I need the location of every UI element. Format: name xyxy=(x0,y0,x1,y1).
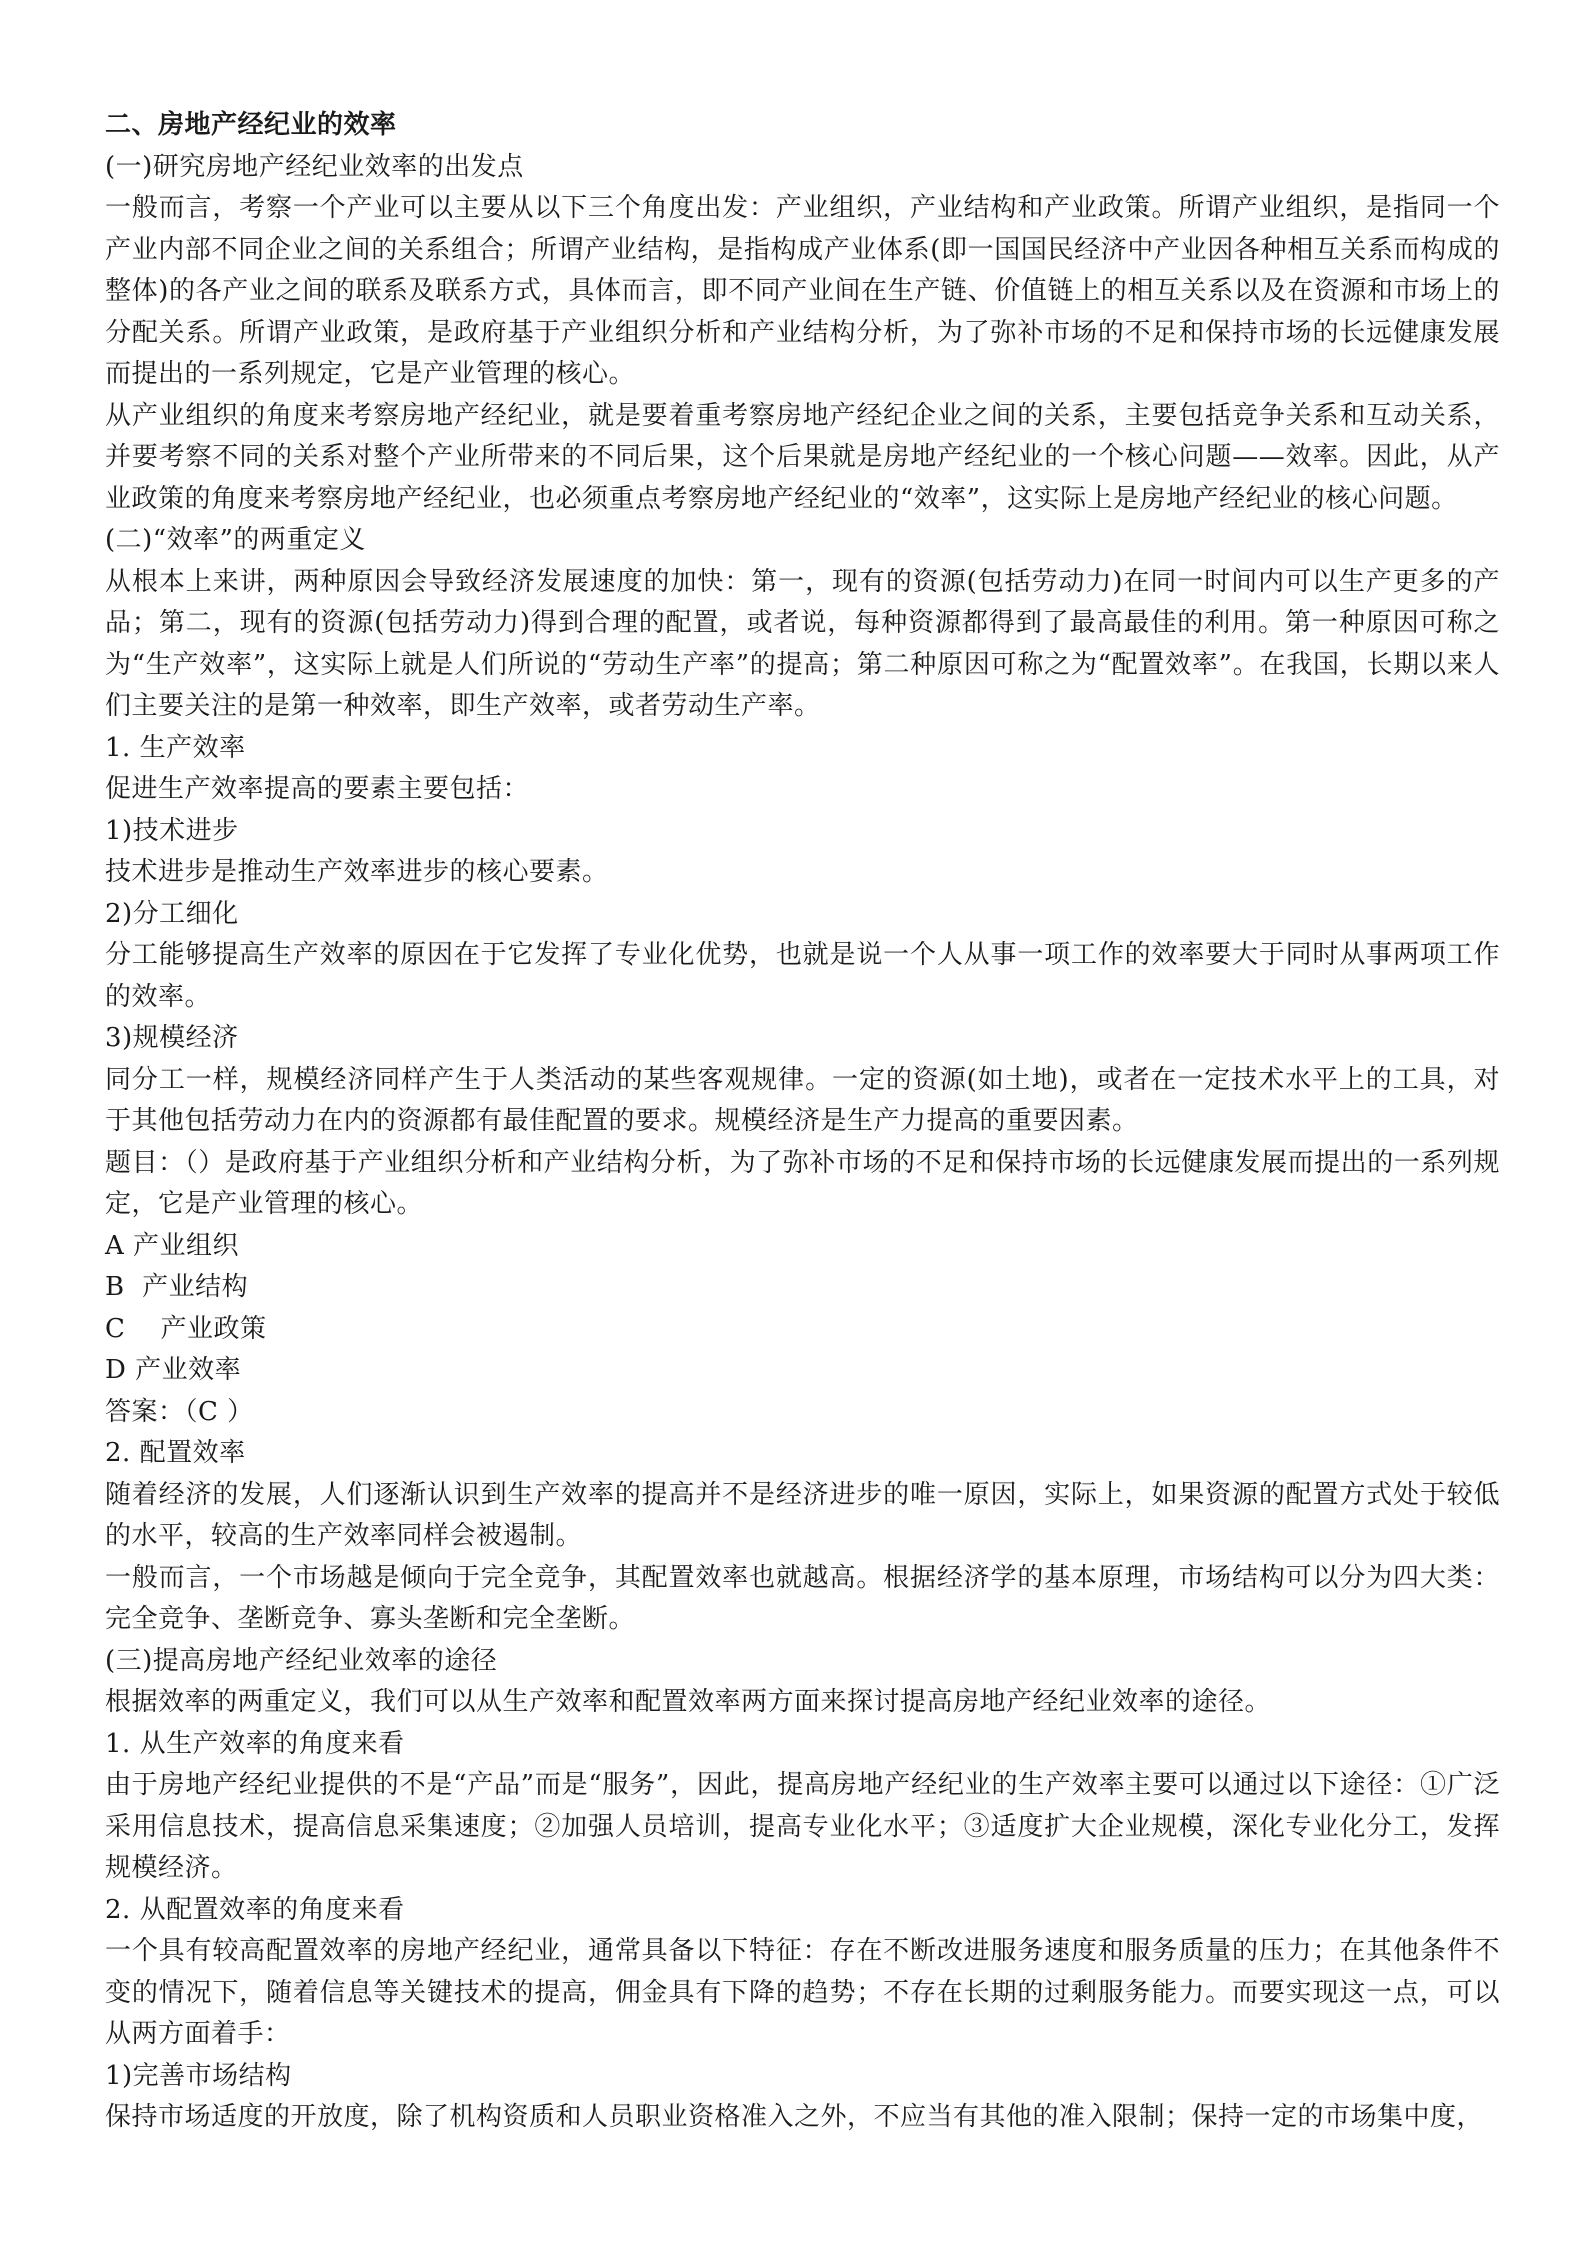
item-heading: 3)规模经济 xyxy=(105,1023,239,1053)
item-heading: 1)完善市场结构 xyxy=(105,2060,292,2091)
paragraph: 从根本上来讲，两种原因会导致经济发展速度的加快：第一，现有的资源(包括劳动力)在同一时间内可以生产更多的产品；第二，现有的资源(包括劳动力)得到合理的配置，或者说，每种资源都得到了最高最佳的利用。第一种原因可称之为“生产效率”，这实际上就是人们所说的“劳动生产率”的提高；第二种原因可称之为“配置效率”。在我国，长期以来人们主要关注的是第一种效率，即生产效率，或者劳动生产率。 xyxy=(105,566,1500,721)
paragraph: 根据效率的两重定义，我们可以从生产效率和配置效率两方面来探讨提高房地产经纪业效率的途径。 xyxy=(105,1687,1272,1717)
answer-text: 答案：（C ） xyxy=(105,1396,254,1427)
paragraph: 一个具有较高配置效率的房地产经纪业，通常具备以下特征：存在不断改进服务速度和服务质量的压力；在其他条件不变的情况下，随着信息等关键技术的提高，佣金具有下降的趋势；不存在长期的过剩服务能力。而要实现这一点，可以从两方面着手： xyxy=(105,1936,1500,2049)
paragraph: 一般而言，考察一个产业可以主要从以下三个角度出发：产业组织，产业结构和产业政策。所谓产业组织，是指同一个产业内部不同企业之间的关系组合；所谓产业结构，是指构成产业体系(即一国国民经济中产业因各种相互关系而构成的整体)的各产业之间的联系及联系方式，具体而言，即不同产业间在生产链、价值链上的相互关系以及在资源和市场上的分配关系。所谓产业政策，是政府基于产业组织分析和产业结构分析，为了弥补市场的不足和保持市场的长远健康发展而提出的一系列规定，它是产业管理的核心。 xyxy=(105,193,1500,389)
option-b: B 产业结构 xyxy=(105,1272,249,1302)
option-a: A 产业组织 xyxy=(105,1230,240,1261)
document-page xyxy=(105,105,1500,2139)
option-d: D 产业效率 xyxy=(105,1355,242,1385)
item-heading: 2. 从配置效率的角度来看 xyxy=(105,1894,405,1925)
paragraph: 保持市场适度的开放度，除了机构资质和人员职业资格准入之外，不应当有其他的准入限制；保持一定的市场集中度， xyxy=(105,2102,1484,2132)
item-heading: 1. 生产效率 xyxy=(105,732,246,763)
subsection-heading: (三)提高房地产经纪业效率的途径 xyxy=(105,1645,498,1676)
paragraph: 同分工一样，规模经济同样产生于人类活动的某些客观规律。一定的资源(如土地)，或者在一定技术水平上的工具，对于其他包括劳动力在内的资源都有最佳配置的要求。规模经济是生产力提高的重要因素。 xyxy=(105,1064,1500,1136)
paragraph: 由于房地产经纪业提供的不是“产品”而是“服务”，因此，提高房地产经纪业的生产效率主要可以通过以下途径：①广泛采用信息技术，提高信息采集速度；②加强人员培训，提高专业化水平；③适度扩大企业规模，深化专业化分工，发挥规模经济。 xyxy=(105,1770,1500,1883)
paragraph: 促进生产效率提高的要素主要包括： xyxy=(105,774,530,804)
item-heading: 1. 从生产效率的角度来看 xyxy=(105,1728,405,1759)
paragraph: 一般而言，一个市场越是倾向于完全竞争，其配置效率也就越高。根据经济学的基本原理，市场结构可以分为四大类：完全竞争、垄断竞争、寡头垄断和完全垄断。 xyxy=(105,1562,1500,1634)
subsection-heading: (二)“效率”的两重定义 xyxy=(105,525,366,555)
subsection-heading: (一)研究房地产经纪业效率的出发点 xyxy=(105,151,524,182)
option-c: C 产业政策 xyxy=(105,1313,267,1344)
paragraph: 技术进步是推动生产效率进步的核心要素。 xyxy=(105,857,609,887)
item-heading: 2. 配置效率 xyxy=(105,1438,246,1468)
item-heading: 2)分工细化 xyxy=(105,898,239,929)
question-text: 题目：（）是政府基于产业组织分析和产业结构分析，为了弥补市场的不足和保持市场的长远健康发展而提出的一系列规定，它是产业管理的核心。 xyxy=(105,1147,1500,1219)
paragraph: 随着经济的发展，人们逐渐认识到生产效率的提高并不是经济进步的唯一原因，实际上，如果资源的配置方式处于较低的水平，较高的生产效率同样会被遏制。 xyxy=(105,1479,1500,1551)
paragraph: 分工能够提高生产效率的原因在于它发挥了专业化优势，也就是说一个人从事一项工作的效率要大于同时从事两项工作的效率。 xyxy=(105,940,1500,1012)
section-heading: 二、房地产经纪业的效率 xyxy=(105,110,397,140)
item-heading: 1)技术进步 xyxy=(105,815,239,846)
paragraph: 从产业组织的角度来考察房地产经纪业，就是要着重考察房地产经纪企业之间的关系，主要包括竞争关系和互动关系，并要考察不同的关系对整个产业所带来的不同后果，这个后果就是房地产经纪业的一个核心问题——效率。因此，从产业政策的角度来考察房地产经纪业，也必须重点考察房地产经纪业的“效率”，这实际上是房地产经纪业的核心问题。 xyxy=(105,400,1500,514)
